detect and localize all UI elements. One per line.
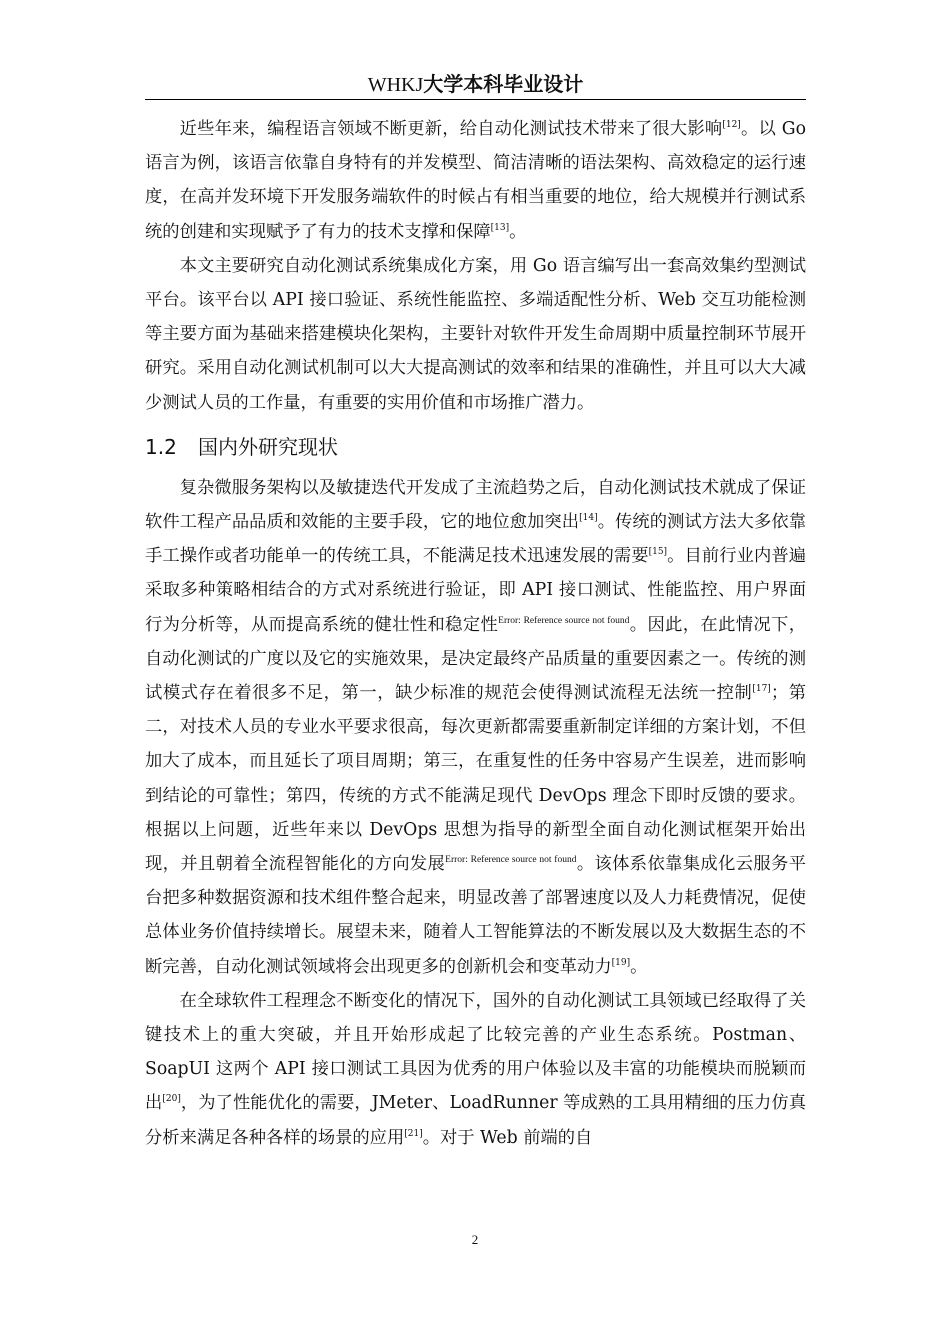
citation: [13] xyxy=(490,222,510,233)
page-number: 2 xyxy=(471,1232,479,1247)
text: 。以 Go 语言为例，该语言依靠自身特有的并发模型、简洁清晰的语法架构、高效稳定的运行速度，在高并发环境下开发服务端软件的时候占有相当重要的地位，给大规模并行测试系统的创建和实现赋予了有力的技术支撑和保障 xyxy=(145,119,806,242)
text: 。该体系依靠集成化云服务平台把多种数据资源和技术组件整合起来，明显改善了部署速度以及人力耗费情况，促使总体业务价值持续增长。展望未来，随着人工智能算法的不断发展以及大数据生态的不断完善，自动化测试领域将会出现更多的创新机会和变革动力 xyxy=(145,854,806,977)
text: 复杂微服务架构以及敏捷迭代开发成了主流趋势之后，自动化测试技术就成了保证软件工程产品品质和效能的主要手段，它的地位愈加突出 xyxy=(145,477,806,533)
text: 。 xyxy=(509,221,527,242)
text: 近些年来，编程语言领域不断更新，给自动化测试技术带来了很大影响 xyxy=(179,119,723,139)
text: 本文主要研究自动化测试系统集成化方案，用 Go 语言编写出一套高效集约型测试平台。该平台以 API 接口验证、系统性能监控、多端适配性分析、Web 交互功能检测等主要方面为基础来搭建模块化架构，主要针对软件开发生命周期中质量控制环节展开研究。采用自动化测试机制可以大大提高测试的效率和结果的准确性，并且可以大大减少测试人员的工作量，有重要的实用价值和市场推广潜力。 xyxy=(145,255,806,413)
header-prefix: WHKJ xyxy=(367,74,424,96)
citation: [12] xyxy=(722,120,741,131)
reference-error: Error: Reference source not found xyxy=(445,855,577,866)
paragraph-3 xyxy=(145,471,806,984)
text: 。因此，在此情况下，自动化测试的广度以及它的实施效果，是决定最终产品质量的重要因素之一。传统的测试模式存在着很多不足，第一，缺少标准的规范会使得测试流程无法统一控制 xyxy=(145,614,806,704)
text: ；第二，对技术人员的专业水平要求很高，每次更新都需要重新制定详细的方案计划，不但加大了成本，而且延长了项目周期；第三，在重复性的任务中容易产生误差，进而影响到结论的可靠性；第四，传统的方式不能满足现代 DevOps 理念下即时反馈的要求。根据以上问题，近些年来以 DevOps 思想为指导的新型全面自动化测试框架开始出现，并且朝着全流程智能化的方向发展 xyxy=(145,683,806,875)
text: ，为了性能优化的需要，JMeter、LoadRunner 等成熟的工具用精细的压力仿真分析来满足各种各样的场景的应用 xyxy=(145,1093,806,1148)
paragraph-1 xyxy=(145,112,806,249)
header-rule xyxy=(145,99,806,100)
citation: [21] xyxy=(404,1128,423,1139)
text: 。对于 Web 前端的自 xyxy=(422,1127,593,1148)
citation: [17] xyxy=(752,684,771,695)
section-number: 1.2 xyxy=(145,434,177,459)
reference-error: Error: Reference source not found xyxy=(498,615,630,626)
citation: [14] xyxy=(579,513,598,524)
section-heading xyxy=(145,432,806,462)
paragraph-4 xyxy=(145,984,806,1155)
section-title: 国内外研究现状 xyxy=(198,434,338,459)
paragraph-2 xyxy=(145,249,806,420)
header-title: 大学本科毕业设计 xyxy=(423,72,584,96)
text: 。传统的测试方法大多依靠手工操作或者功能单一的传统工具，不能满足技术迅速发展的需要 xyxy=(145,512,806,567)
citation: [19] xyxy=(611,957,631,968)
citation: [20] xyxy=(162,1094,181,1105)
text: 在全球软件工程理念不断变化的情况下，国外的自动化测试工具领域已经取得了关键技术上的重大突破，并且开始形成起了比较完善的产业生态系统。Postman、SoapUI 这两个 API 接口测试工具因为优秀的用户体验以及丰富的功能模块而脱颖而出 xyxy=(145,990,806,1114)
page-header xyxy=(145,70,806,99)
citation: [15] xyxy=(648,547,668,558)
text: 。 xyxy=(630,956,648,977)
body-content xyxy=(145,112,806,1155)
text: 。目前行业内普遍采取多种策略相结合的方式对系统进行验证，即 API 接口测试、性能监控、用户界面行为分析等，从而提高系统的健壮性和稳定性 xyxy=(145,546,806,635)
